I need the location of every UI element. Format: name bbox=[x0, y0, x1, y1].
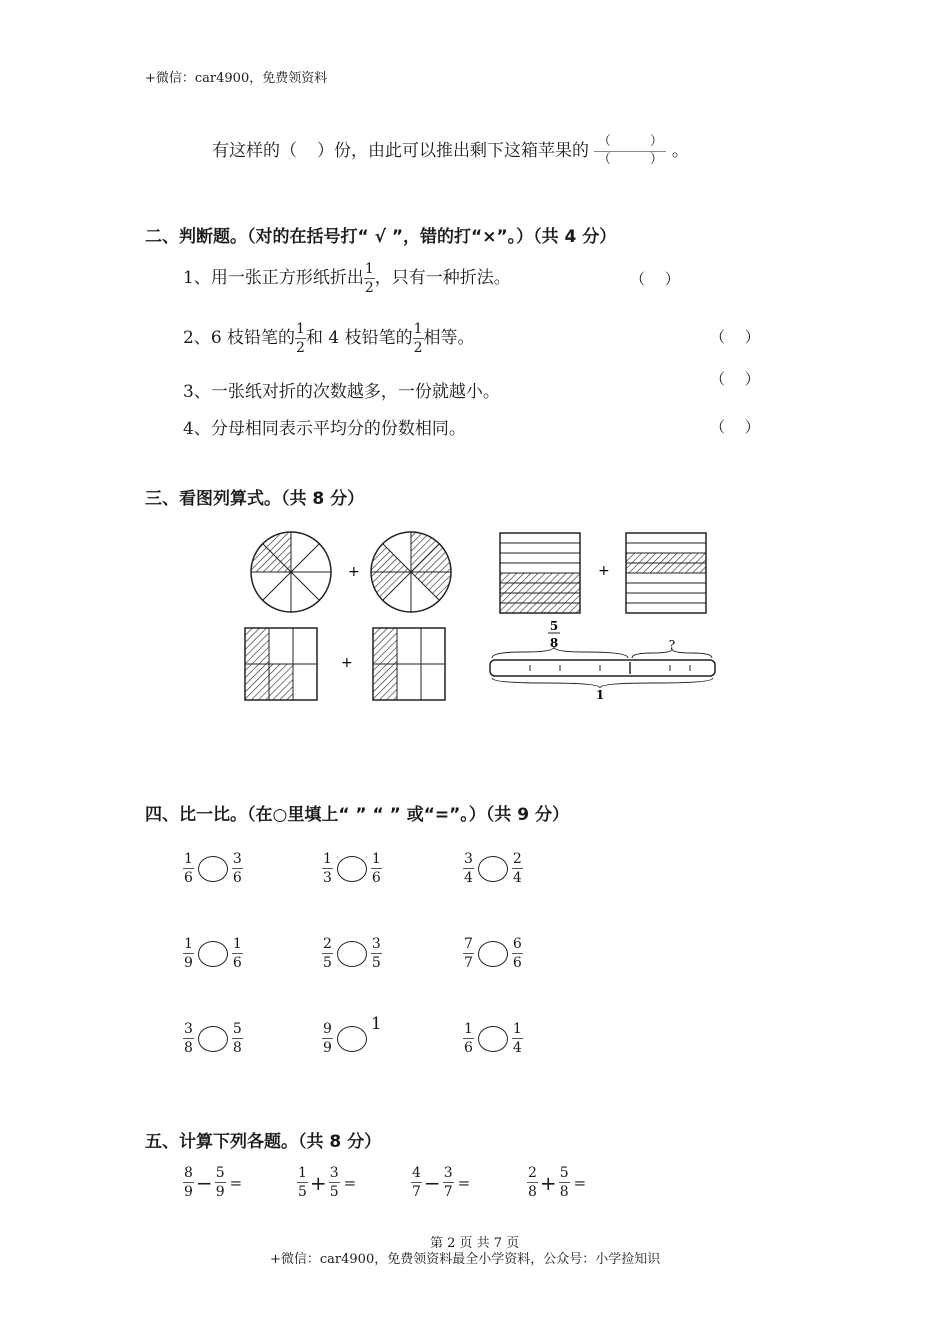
section5-title: 五、计算下列各题。（共 8 分） bbox=[145, 1132, 382, 1152]
page-number: 第 2 页 共 7 页 bbox=[430, 1236, 520, 1251]
compare-circle-input[interactable] bbox=[478, 856, 508, 882]
q1-fraction: $\frac{1}{2}$ bbox=[364, 261, 374, 296]
comparison-item bbox=[183, 1022, 243, 1055]
section2-q4: 4、分母相同表示平均分的份数相同。 bbox=[183, 419, 466, 439]
q1-answer-paren[interactable]: （ ） bbox=[630, 270, 680, 288]
section4-title: 四、比一比。（在○里填上“ ” “ ” 或“=”。）（共 9 分） bbox=[145, 805, 569, 825]
operand-b-fraction: $\frac{5}{8}$ bbox=[559, 1165, 569, 1200]
comparison-item bbox=[322, 1014, 382, 1056]
bar-whole-label: 1 bbox=[595, 688, 605, 702]
compare-circle-input[interactable] bbox=[198, 1026, 228, 1052]
circle-figure-left bbox=[251, 532, 331, 612]
right-fraction: $\frac{3}{6}$ bbox=[232, 851, 242, 886]
q2-fraction-b: $\frac{1}{2}$ bbox=[413, 321, 423, 356]
left-fraction: $\frac{9}{9}$ bbox=[323, 1021, 332, 1056]
section2-q3: 3、一张纸对折的次数越多，一份就越小。 bbox=[183, 382, 500, 402]
left-fraction: $\frac{1}{6}$ bbox=[184, 851, 193, 886]
compare-circle-input[interactable] bbox=[337, 856, 367, 882]
stripes-figure-left bbox=[500, 533, 580, 613]
left-fraction: $\frac{3}{8}$ bbox=[184, 1021, 193, 1056]
intro-text-b: ）份，由此可以推出剩下这箱苹果的 bbox=[317, 140, 589, 161]
left-fraction: $\frac{1}{3}$ bbox=[323, 851, 332, 886]
intro-end: 。 bbox=[671, 140, 689, 161]
compare-circle-input[interactable] bbox=[337, 1026, 367, 1052]
bar-question-mark: ? bbox=[668, 638, 676, 652]
grid-figure-left bbox=[245, 628, 317, 700]
left-fraction: $\frac{1}{9}$ bbox=[184, 936, 193, 971]
right-fraction: $\frac{5}{8}$ bbox=[232, 1021, 242, 1056]
footer-watermark: +微信：car4900，免费领资料最全小学资料，公众号：小学捡知识 bbox=[270, 1252, 661, 1267]
comparison-item bbox=[463, 937, 523, 970]
comparison-item bbox=[183, 852, 243, 885]
grid-figure-right bbox=[373, 628, 445, 700]
equals-sign: = bbox=[343, 1173, 357, 1192]
compare-circle-input[interactable] bbox=[198, 856, 228, 882]
comparison-item bbox=[463, 852, 523, 885]
operand-b-fraction: $\frac{5}{9}$ bbox=[215, 1165, 225, 1200]
blank-numerator: （ ） bbox=[597, 134, 663, 149]
whole-number: 1 bbox=[370, 1014, 382, 1034]
stripes-figure-right bbox=[626, 533, 706, 613]
calculation-item bbox=[183, 1166, 242, 1199]
plus-sign-2: + bbox=[598, 563, 610, 579]
q2-text-b: 和 4 枝铅笔的 bbox=[305, 328, 413, 348]
q2-answer-paren[interactable]: （ ） bbox=[710, 328, 760, 346]
operand-a-fraction: $\frac{1}{5}$ bbox=[298, 1165, 307, 1200]
q2-text-a: 2、6 枝铅笔的 bbox=[183, 328, 296, 348]
equals-sign: = bbox=[229, 1173, 243, 1192]
compare-circle-input[interactable] bbox=[478, 1026, 508, 1052]
section2-q2 bbox=[183, 322, 475, 355]
section2-title: 二、判断题。（对的在括号打“ √ ”，错的打“×”。）（共 4 分） bbox=[145, 227, 617, 247]
operator: + bbox=[539, 1170, 557, 1195]
q4-answer-paren[interactable]: （ ） bbox=[710, 418, 760, 436]
operand-b-fraction: $\frac{3}{7}$ bbox=[443, 1165, 453, 1200]
section3-title: 三、看图列算式。（共 8 分） bbox=[145, 489, 365, 509]
right-fraction: $\frac{6}{6}$ bbox=[512, 936, 522, 971]
left-fraction: $\frac{1}{6}$ bbox=[464, 1021, 473, 1056]
operand-a-fraction: $\frac{4}{7}$ bbox=[412, 1165, 421, 1200]
q1-text-b: ，只有一种折法。 bbox=[374, 268, 511, 288]
equals-sign: = bbox=[457, 1173, 471, 1192]
q3-answer-paren[interactable]: （ ） bbox=[710, 370, 760, 388]
right-fraction: $\frac{3}{5}$ bbox=[371, 936, 381, 971]
section2-q1 bbox=[183, 262, 511, 295]
calculation-item bbox=[297, 1166, 356, 1199]
intro-blank-fraction bbox=[594, 135, 666, 168]
bar-fraction-denominator: 8 bbox=[549, 636, 559, 650]
compare-circle-input[interactable] bbox=[198, 941, 228, 967]
circle-figure-right bbox=[371, 532, 451, 612]
bar-diagram bbox=[490, 619, 715, 702]
comparison-item bbox=[322, 852, 382, 885]
operand-a-fraction: $\frac{8}{9}$ bbox=[184, 1165, 193, 1200]
intro-line bbox=[212, 135, 689, 168]
section3-figures bbox=[240, 525, 730, 705]
left-fraction: $\frac{2}{5}$ bbox=[323, 936, 332, 971]
q2-text-c: 相等。 bbox=[423, 328, 475, 348]
intro-text-a: 有这样的（ bbox=[212, 140, 297, 161]
left-fraction: $\frac{7}{7}$ bbox=[464, 936, 473, 971]
operator: − bbox=[195, 1170, 213, 1195]
right-fraction: $\frac{1}{6}$ bbox=[371, 851, 381, 886]
operator: + bbox=[309, 1170, 327, 1195]
left-fraction: $\frac{3}{4}$ bbox=[464, 851, 473, 886]
right-fraction: $\frac{1}{6}$ bbox=[232, 936, 242, 971]
plus-sign-1: + bbox=[348, 564, 360, 580]
q1-text-a: 1、用一张正方形纸折出 bbox=[183, 268, 364, 288]
right-fraction: $\frac{2}{4}$ bbox=[512, 851, 522, 886]
comparison-item bbox=[183, 937, 243, 970]
calculation-item bbox=[527, 1166, 586, 1199]
comparison-item bbox=[322, 937, 382, 970]
blank-denominator: （ ） bbox=[597, 151, 663, 167]
plus-sign-3: + bbox=[341, 655, 353, 671]
calculation-item bbox=[411, 1166, 470, 1199]
operand-a-fraction: $\frac{2}{8}$ bbox=[528, 1165, 537, 1200]
right-fraction: $\frac{1}{4}$ bbox=[512, 1021, 522, 1056]
header-watermark: +微信：car4900，免费领资料 bbox=[145, 71, 328, 86]
compare-circle-input[interactable] bbox=[337, 941, 367, 967]
q2-fraction-a: $\frac{1}{2}$ bbox=[296, 321, 305, 356]
operand-b-fraction: $\frac{3}{5}$ bbox=[329, 1165, 339, 1200]
operator: − bbox=[423, 1170, 441, 1195]
equals-sign: = bbox=[573, 1173, 587, 1192]
comparison-item bbox=[463, 1022, 523, 1055]
compare-circle-input[interactable] bbox=[478, 941, 508, 967]
bar-fraction-numerator: 5 bbox=[549, 619, 559, 633]
